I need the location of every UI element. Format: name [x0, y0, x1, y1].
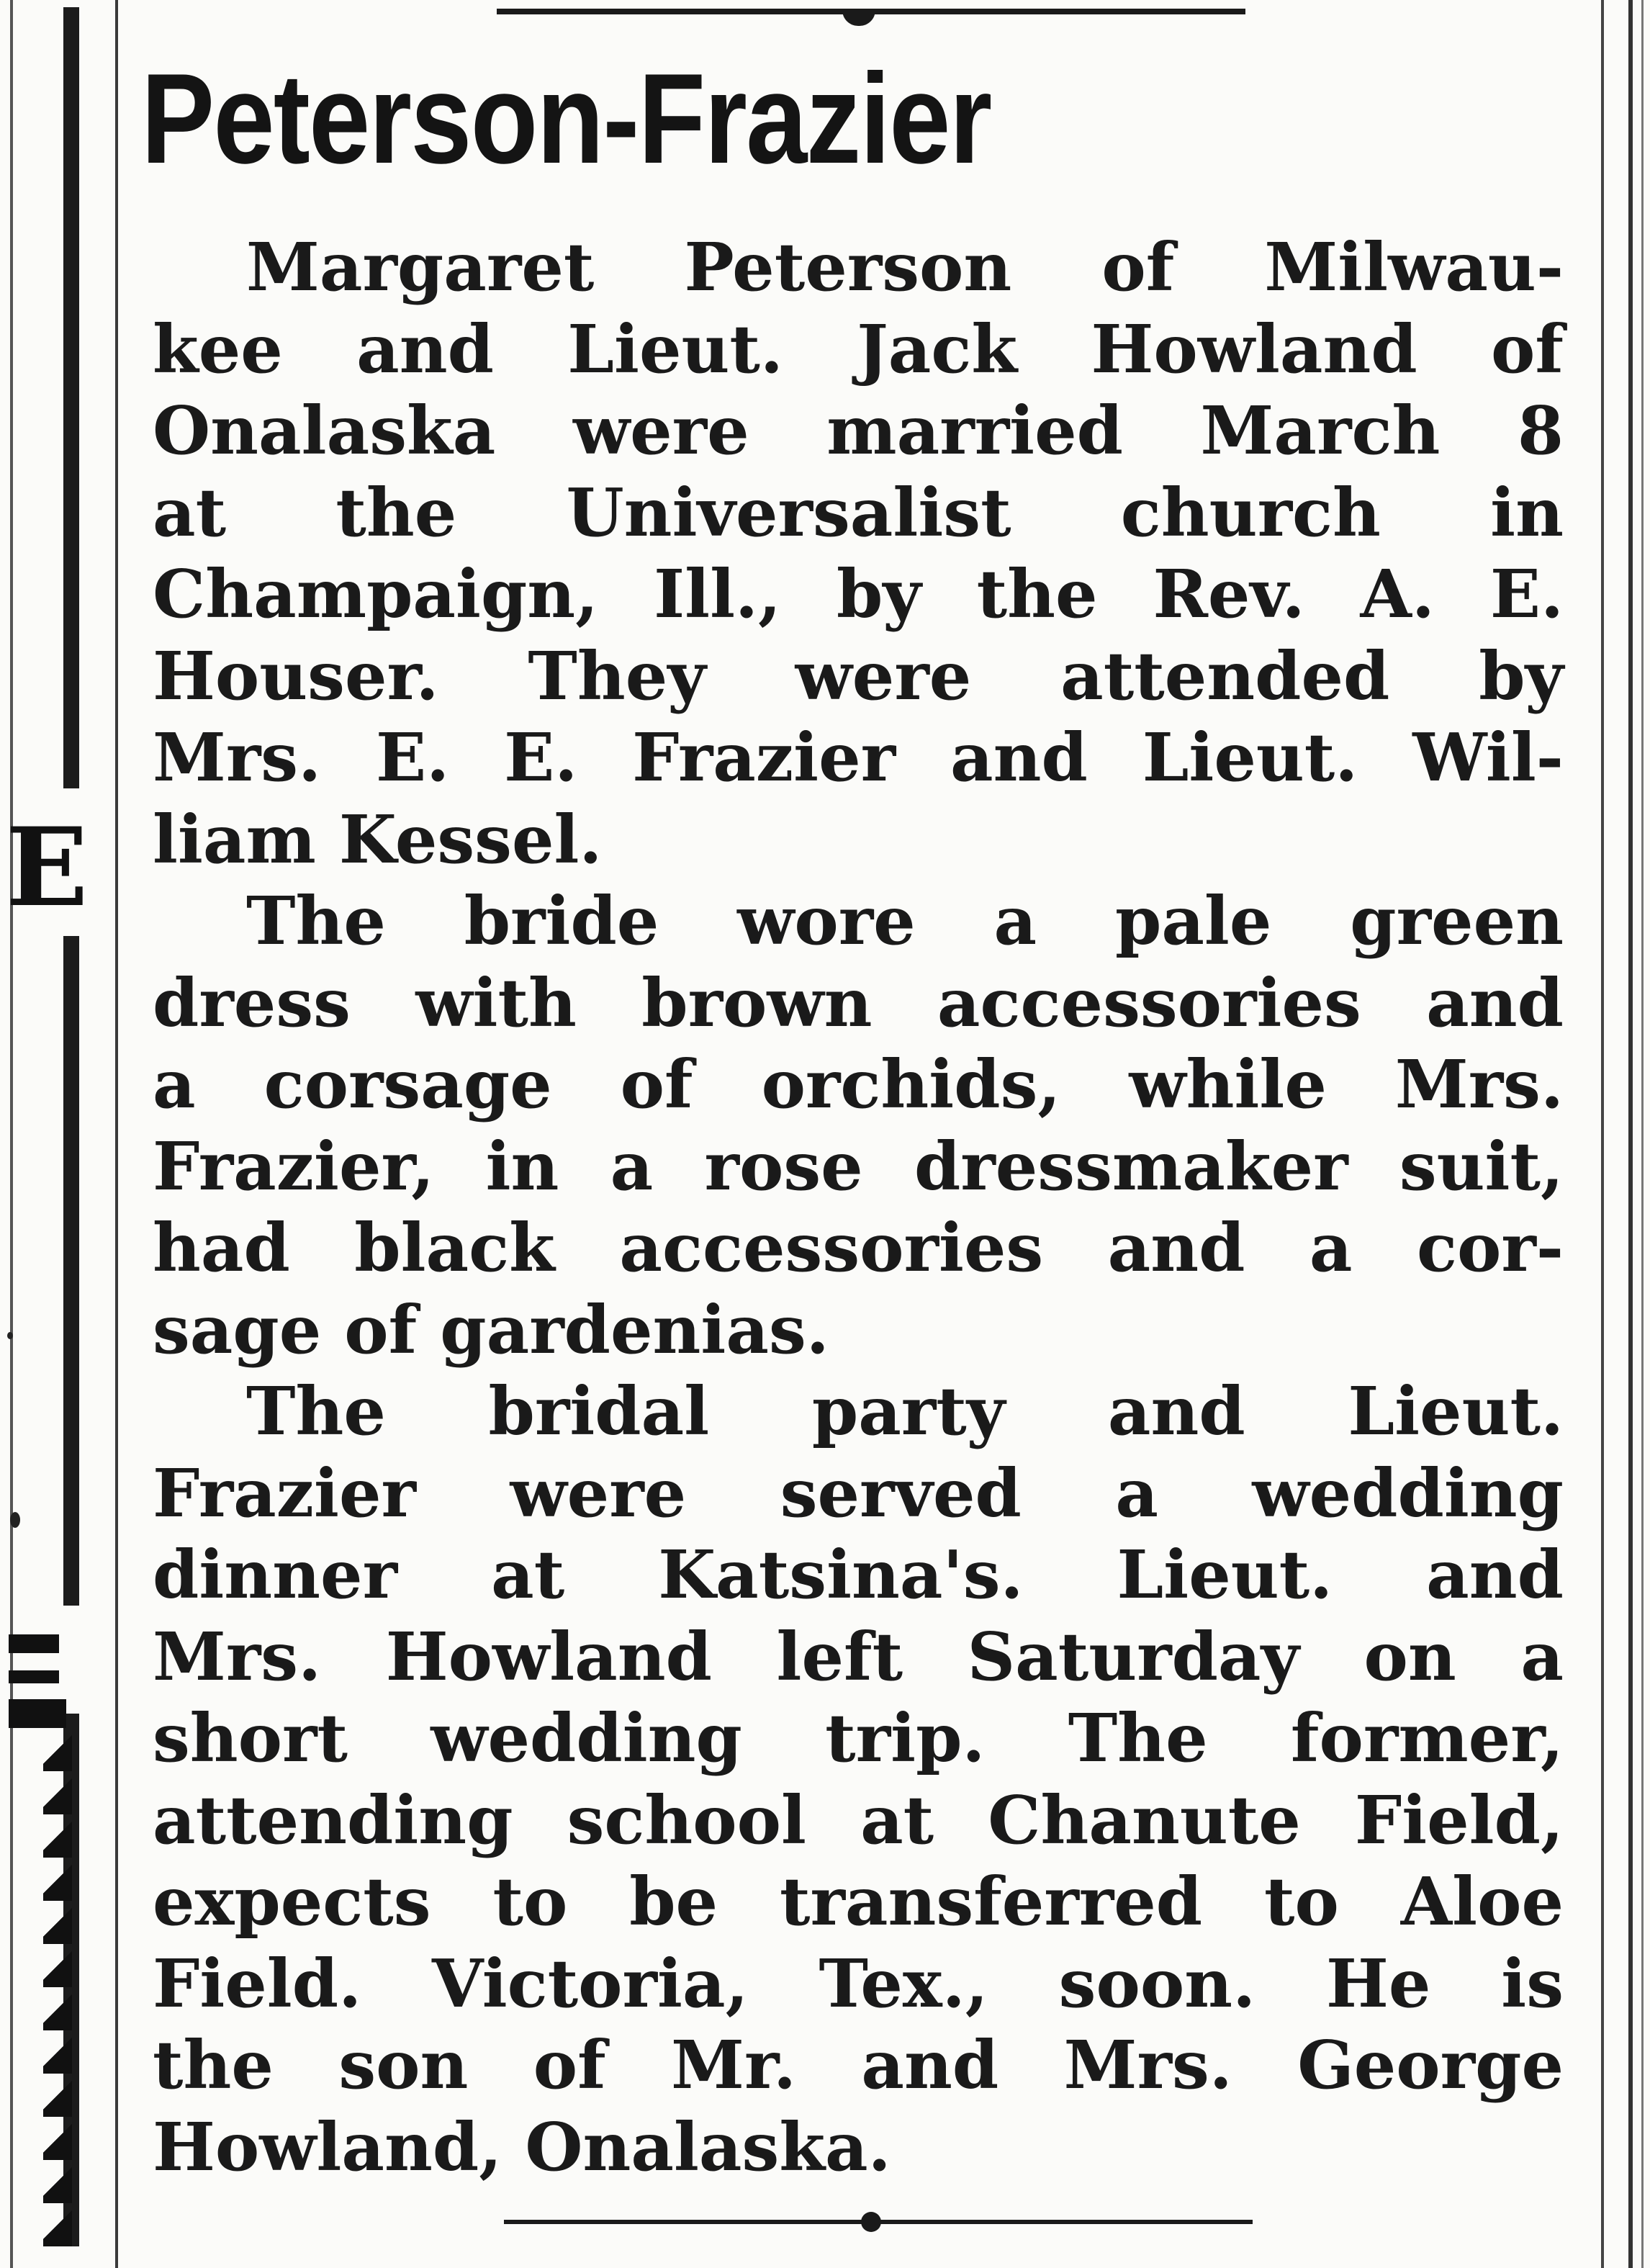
- left-border-rule: [10, 0, 13, 2268]
- text-line: expects to be transferred to Aloe: [153, 1863, 1564, 1940]
- adjacent-column-letter: E: [6, 804, 89, 931]
- text-line: dinner at Katsina's. Lieut. and: [153, 1536, 1564, 1614]
- text-line: Houser. They were attended by: [153, 636, 1564, 715]
- adjacent-column-bar: [63, 936, 79, 1606]
- text-line: Frazier, in a rose dressmaker suit,: [153, 1127, 1564, 1205]
- article-paragraph: [153, 1371, 1564, 2188]
- text-line: Mrs. E. E. Frazier and Lieut. Wil-: [153, 719, 1564, 796]
- adjacent-column-mark: [9, 1699, 66, 1728]
- adjacent-column-bar: [63, 7, 79, 788]
- article-paragraph: [153, 227, 1564, 881]
- article-body: [153, 227, 1564, 2188]
- article-paragraph: [153, 881, 1564, 1371]
- text-line: a corsage of orchids, while Mrs.: [153, 1045, 1564, 1123]
- text-line: Champaign, Ill., by the Rev. A. E.: [153, 555, 1564, 633]
- text-line: Margaret Peterson of Milwau-: [246, 228, 1564, 306]
- text-line: attending school at Chanute Field,: [153, 1781, 1564, 1859]
- right-column-rule: [1601, 0, 1604, 2268]
- text-line: short wedding trip. The former,: [153, 1699, 1564, 1777]
- text-line: The bridal party and Lieut.: [246, 1372, 1564, 1450]
- text-line: The bride wore a pale green: [246, 882, 1564, 960]
- right-edge-rule: [1641, 0, 1644, 2268]
- column-divider-rule: [115, 0, 118, 2268]
- text-line: the son of Mr. and Mrs. George: [153, 2026, 1564, 2104]
- ink-speck: [7, 1332, 13, 1339]
- text-line: at the Universalist church in: [153, 473, 1564, 552]
- text-line: Frazier were served a wedding: [153, 1454, 1564, 1532]
- adjacent-column-mark: [9, 1670, 59, 1683]
- article-headline: Peterson-Frazier: [141, 47, 991, 190]
- ink-speck: [10, 1512, 20, 1528]
- adjacent-column-zigzag: [43, 1728, 72, 2246]
- top-divider-ornament: [842, 10, 875, 26]
- text-line: had black accessories and a cor-: [153, 1209, 1564, 1287]
- text-line: liam Kessel.: [153, 800, 603, 878]
- right-border-rule: [1628, 0, 1633, 2268]
- adjacent-column-mark: [9, 1634, 59, 1653]
- text-line: Field. Victoria, Tex., soon. He is: [153, 1944, 1564, 2022]
- text-line: sage of gardenias.: [153, 1290, 829, 1369]
- text-line: kee and Lieut. Jack Howland of: [153, 310, 1564, 388]
- text-line: dress with brown accessories and: [153, 963, 1564, 1042]
- text-line: Mrs. Howland left Saturday on a: [153, 1617, 1564, 1696]
- text-line: Howland, Onalaska.: [153, 2107, 891, 2186]
- text-line: Onalaska were married March 8: [153, 392, 1564, 469]
- bottom-divider-ornament: [861, 2212, 881, 2232]
